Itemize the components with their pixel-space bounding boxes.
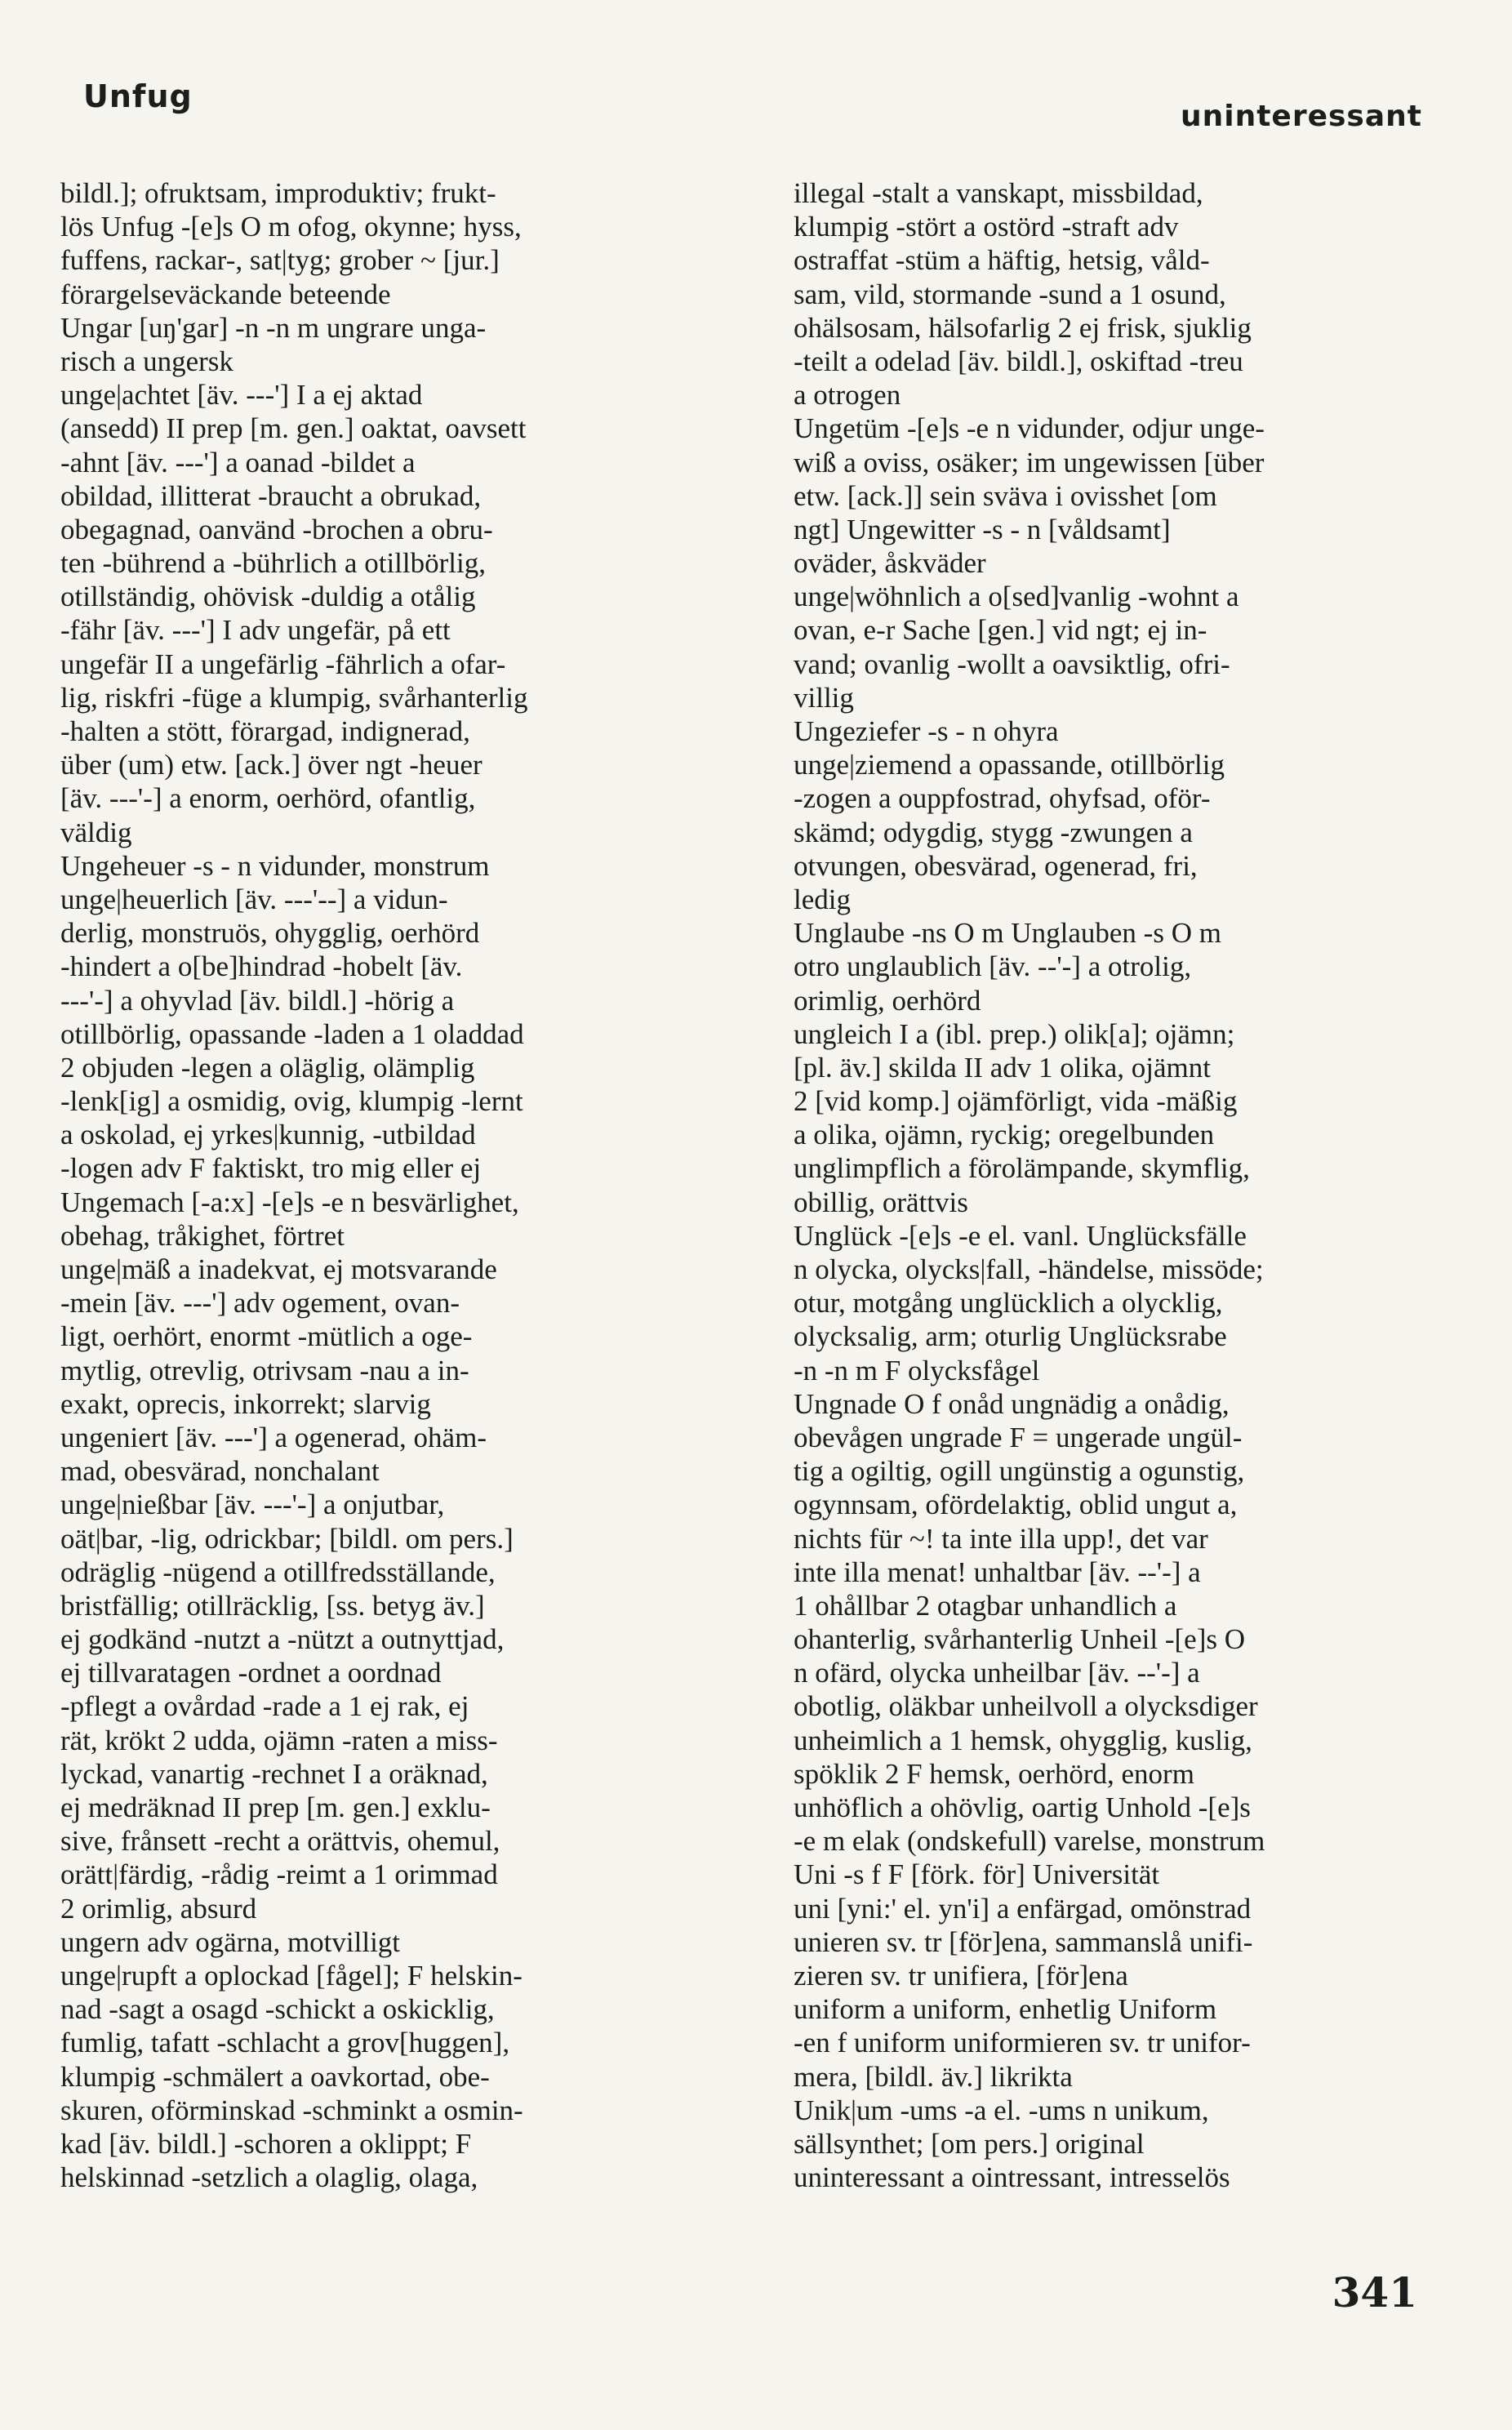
text-line: exakt, oprecis, inkorrekt; slarvig	[60, 1387, 431, 1420]
text-line: unhöflich a ohövlig, oartig Unhold -[e]s	[794, 1791, 1251, 1823]
text-line: unge|ziemend a opassande, otillbörlig	[794, 749, 1225, 781]
text-line: etw. [ack.]] sein sväva i ovisshet [om	[794, 479, 1217, 512]
text-line: klumpig -schmälert a oavkortad, obe-	[60, 2060, 490, 2093]
left-column	[60, 176, 705, 2194]
text-line: unge|nießbar [äv. ---'-] a onjutbar,	[60, 1489, 445, 1521]
text-line: 1 ohållbar 2 otagbar unhandlich a	[794, 1589, 1177, 1622]
text-line: skämd; odygdig, stygg -zwungen a	[794, 816, 1193, 848]
text-line: 2 orimlig, absurd	[60, 1892, 257, 1925]
text-line: Ungemach [-a:x] -[e]s -e n besvärlighet,	[60, 1186, 519, 1218]
text-line: illegal -stalt a vanskapt, missbildad,	[794, 177, 1203, 209]
text-line: [äv. ---'-] a enorm, oerhörd, ofantlig,	[60, 782, 476, 815]
text-line: ohälsosam, hälsofarlig 2 ej frisk, sjuklig	[794, 311, 1252, 344]
text-line: -ahnt [äv. ---'] a oanad -bildet a	[60, 446, 416, 478]
text-line: mad, obesvärad, nonchalant	[60, 1455, 380, 1488]
text-line: klumpig -stört a ostörd -straft adv	[794, 211, 1179, 243]
text-line: -e m elak (ondskefull) varelse, monstrum	[794, 1825, 1265, 1858]
text-line: ungern adv ogärna, motvilligt	[60, 1925, 401, 1958]
text-line: otvungen, obesvärad, ogenerad, fri,	[794, 849, 1198, 882]
text-line: lyckad, vanartig -rechnet I a oräknad,	[60, 1757, 488, 1790]
text-line: förargelseväckande beteende	[60, 278, 391, 310]
text-line: obillig, orättvis	[794, 1186, 968, 1218]
text-line: -logen adv F faktiskt, tro mig eller ej	[60, 1152, 482, 1185]
text-line: nad -sagt a osagd -schickt a oskicklig,	[60, 1993, 495, 2026]
text-line: ej tillvaratagen -ordnet a oordnad	[60, 1657, 442, 1689]
text-line: -zogen a ouppfostrad, ohyfsad, oför-	[794, 782, 1211, 815]
text-line: ungeniert [äv. ---'] a ogenerad, ohäm-	[60, 1421, 487, 1453]
text-line: n olycka, olycks|fall, -händelse, missöde;	[794, 1253, 1264, 1285]
text-line: ungefär II a ungefärlig -fährlich a ofar-	[60, 648, 506, 680]
text-line: n ofärd, olycka unheilbar [äv. --'-] a	[794, 1657, 1200, 1689]
text-line: -mein [äv. ---'] adv ogement, ovan-	[60, 1287, 460, 1320]
text-line: ej medräknad II prep [m. gen.] exklu-	[60, 1791, 491, 1823]
text-line: ej godkänd -nutzt a -nützt a outnyttjad,	[60, 1623, 505, 1656]
text-line: unge|heuerlich [äv. ---'--] a vidun-	[60, 883, 448, 915]
text-line: -en f uniform uniformieren sv. tr unifor-	[794, 2027, 1251, 2059]
text-line: Ungeheuer -s - n vidunder, monstrum	[60, 849, 490, 882]
text-line: bildl.]; ofruktsam, improduktiv; frukt-	[60, 177, 496, 209]
text-line: sam, vild, stormande -sund a 1 osund,	[794, 278, 1226, 310]
text-line: odräglig -nügend a otillfredsställande,	[60, 1555, 496, 1588]
text-line: ogynnsam, ofördelaktig, oblid ungut a,	[794, 1489, 1238, 1521]
text-line: unglimpflich a förolämpande, skymflig,	[794, 1152, 1250, 1185]
text-line: ngt] Ungewitter -s - n [våldsamt]	[794, 513, 1171, 545]
text-line: orimlig, oerhörd	[794, 984, 981, 1017]
text-line: Ungnade O f onåd ungnädig a onådig,	[794, 1387, 1230, 1420]
text-line: ligt, oerhört, enormt -mütlich a oge-	[60, 1320, 473, 1353]
text-line: a olika, ojämn, ryckig; oregelbunden	[794, 1119, 1215, 1151]
right-column	[794, 176, 1439, 2194]
text-line: rät, krökt 2 udda, ojämn -raten a miss-	[60, 1724, 498, 1756]
text-line: otillbörlig, opassande -laden a 1 oladdad	[60, 1017, 524, 1050]
text-line: a otrogen	[794, 379, 901, 412]
text-line: tig a ogiltig, ogill ungünstig a ogunstig,	[794, 1455, 1245, 1488]
text-line: Uni -s f F [förk. för] Universität	[794, 1858, 1160, 1891]
text-line: oväder, åskväder	[794, 547, 986, 580]
text-line: zieren sv. tr unifiera, [för]ena	[794, 1959, 1128, 1992]
text-line: sällsynthet; [om pers.] original	[794, 2127, 1145, 2160]
text-line: uniform a uniform, enhetlig Uniform	[794, 1993, 1217, 2026]
text-line: a oskolad, ej yrkes|kunnig, -utbildad	[60, 1119, 476, 1151]
text-line: ledig	[794, 883, 851, 915]
text-line: fumlig, tafatt -schlacht a grov[huggen],	[60, 2027, 510, 2059]
text-line: spöklik 2 F hemsk, oerhörd, enorm	[794, 1757, 1194, 1790]
text-line: (ansedd) II prep [m. gen.] oaktat, oavsett	[60, 412, 527, 445]
text-line: -pflegt a ovårdad -rade a 1 ej rak, ej	[60, 1690, 469, 1723]
text-line: uninteressant a ointressant, intresselös	[794, 2161, 1230, 2194]
text-line: unge|wöhnlich a o[sed]vanlig -wohnt a	[794, 581, 1239, 613]
text-line: otillständig, ohövisk -duldig a otålig	[60, 581, 476, 613]
text-line: oät|bar, -lig, odrickbar; [bildl. om pers.]	[60, 1522, 514, 1555]
text-line: uni [yni:' el. yn'i] a enfärgad, omönstrad	[794, 1892, 1252, 1925]
text-line: vand; ovanlig -wollt a oavsiktlig, ofri-	[794, 648, 1230, 680]
text-line: ovan, e-r Sache [gen.] vid ngt; ej in-	[794, 614, 1207, 647]
text-line: derlig, monstruös, ohygglig, oerhörd	[60, 917, 480, 950]
text-line: lig, riskfri -füge a klumpig, svårhanterlig	[60, 681, 528, 714]
header-right-guideword: uninteressant	[1180, 100, 1422, 133]
text-line: unieren sv. tr [för]ena, sammanslå unifi-	[794, 1925, 1253, 1958]
text-line: Ungetüm -[e]s -e n vidunder, odjur unge-	[794, 412, 1265, 445]
page-number: 341	[1332, 2268, 1417, 2317]
text-line: Unik|um -ums -a el. -ums n unikum,	[794, 2094, 1209, 2126]
text-line: lös Unfug -[e]s O m ofog, okynne; hyss,	[60, 211, 522, 243]
text-line: helskinnad -setzlich a olaglig, olaga,	[60, 2161, 478, 2194]
text-line: otur, motgång unglücklich a olycklig,	[794, 1287, 1223, 1320]
text-line: obevågen ungrade F = ungerade ungül-	[794, 1421, 1243, 1453]
text-line: obehag, tråkighet, förtret	[60, 1219, 345, 1252]
text-line: ostraffat -stüm a häftig, hetsig, våld-	[794, 244, 1210, 277]
text-line: wiß a oviss, osäker; im ungewissen [über	[794, 446, 1265, 478]
text-line: sive, frånsett -recht a orättvis, ohemul,	[60, 1825, 500, 1858]
text-line: olycksalig, arm; oturlig Unglücksrabe	[794, 1320, 1227, 1353]
text-line: -hindert a o[be]hindrad -hobelt [äv.	[60, 950, 463, 983]
text-line: obotlig, oläkbar unheilvoll a olycksdiger	[794, 1690, 1258, 1723]
text-line: -lenk[ig] a osmidig, ovig, klumpig -lernt	[60, 1085, 523, 1118]
text-line: inte illa menat! unhaltbar [äv. --'-] a	[794, 1555, 1201, 1588]
text-line: väldig	[60, 816, 132, 848]
text-line: risch a ungersk	[60, 345, 233, 377]
text-line: villig	[794, 681, 854, 714]
text-line: -teilt a odelad [äv. bildl.], oskiftad -treu	[794, 345, 1243, 377]
text-line: unge|rupft a oplockad [fågel]; F helskin-	[60, 1959, 523, 1992]
text-line: nichts für ~! ta inte illa upp!, det var	[794, 1522, 1208, 1555]
text-line: mytlig, otrevlig, otrivsam -nau a in-	[60, 1354, 469, 1386]
text-line: ungleich I a (ibl. prep.) olik[a]; ojämn;	[794, 1017, 1235, 1050]
text-line: 2 objuden -legen a oläglig, olämplig	[60, 1051, 475, 1084]
text-line: über (um) etw. [ack.] över ngt -heuer	[60, 749, 483, 781]
text-line: ohanterlig, svårhanterlig Unheil -[e]s O	[794, 1623, 1246, 1656]
text-line: Ungar [uŋ'gar] -n -n m ungrare unga-	[60, 311, 487, 344]
text-line: bristfällig; otillräcklig, [ss. betyg äv.]	[60, 1589, 485, 1622]
text-line: kad [äv. bildl.] -schoren a oklippt; F	[60, 2127, 472, 2160]
text-line: unge|mäß a inadekvat, ej motsvarande	[60, 1253, 497, 1285]
text-line: orätt|färdig, -rådig -reimt a 1 orimmad	[60, 1858, 498, 1891]
text-line: skuren, oförminskad -schminkt a osmin-	[60, 2094, 523, 2126]
text-line: fuffens, rackar-, sat|tyg; grober ~ [jur.]	[60, 244, 500, 277]
text-line: -halten a stött, förargad, indignerad,	[60, 715, 470, 747]
text-line: mera, [bildl. äv.] likrikta	[794, 2060, 1073, 2093]
text-line: -n -n m F olycksfågel	[794, 1354, 1040, 1386]
text-line: 2 [vid komp.] ojämförligt, vida -mäßig	[794, 1085, 1238, 1118]
text-line: obegagnad, oanvänd -brochen a obru-	[60, 513, 493, 545]
text-line: ten -bührend a -bührlich a otillbörlig,	[60, 547, 486, 580]
text-line: Unglaube -ns O m Unglauben -s O m	[794, 917, 1221, 950]
text-line: obildad, illitterat -braucht a obrukad,	[60, 479, 482, 512]
text-line: [pl. äv.] skilda II adv 1 olika, ojämnt	[794, 1051, 1211, 1084]
header-left-guideword: Unfug	[83, 78, 193, 114]
text-line: Unglück -[e]s -e el. vanl. Unglücksfälle	[794, 1219, 1247, 1252]
text-line: unge|achtet [äv. ---'] I a ej aktad	[60, 379, 423, 412]
text-line: ---'-] a ohyvlad [äv. bildl.] -hörig a	[60, 984, 455, 1017]
text-line: Ungeziefer -s - n ohyra	[794, 715, 1059, 747]
text-line: otro unglaublich [äv. --'-] a otrolig,	[794, 950, 1192, 983]
text-line: unheimlich a 1 hemsk, ohygglig, kuslig,	[794, 1724, 1252, 1756]
text-line: -fähr [äv. ---'] I adv ungefär, på ett	[60, 614, 451, 647]
